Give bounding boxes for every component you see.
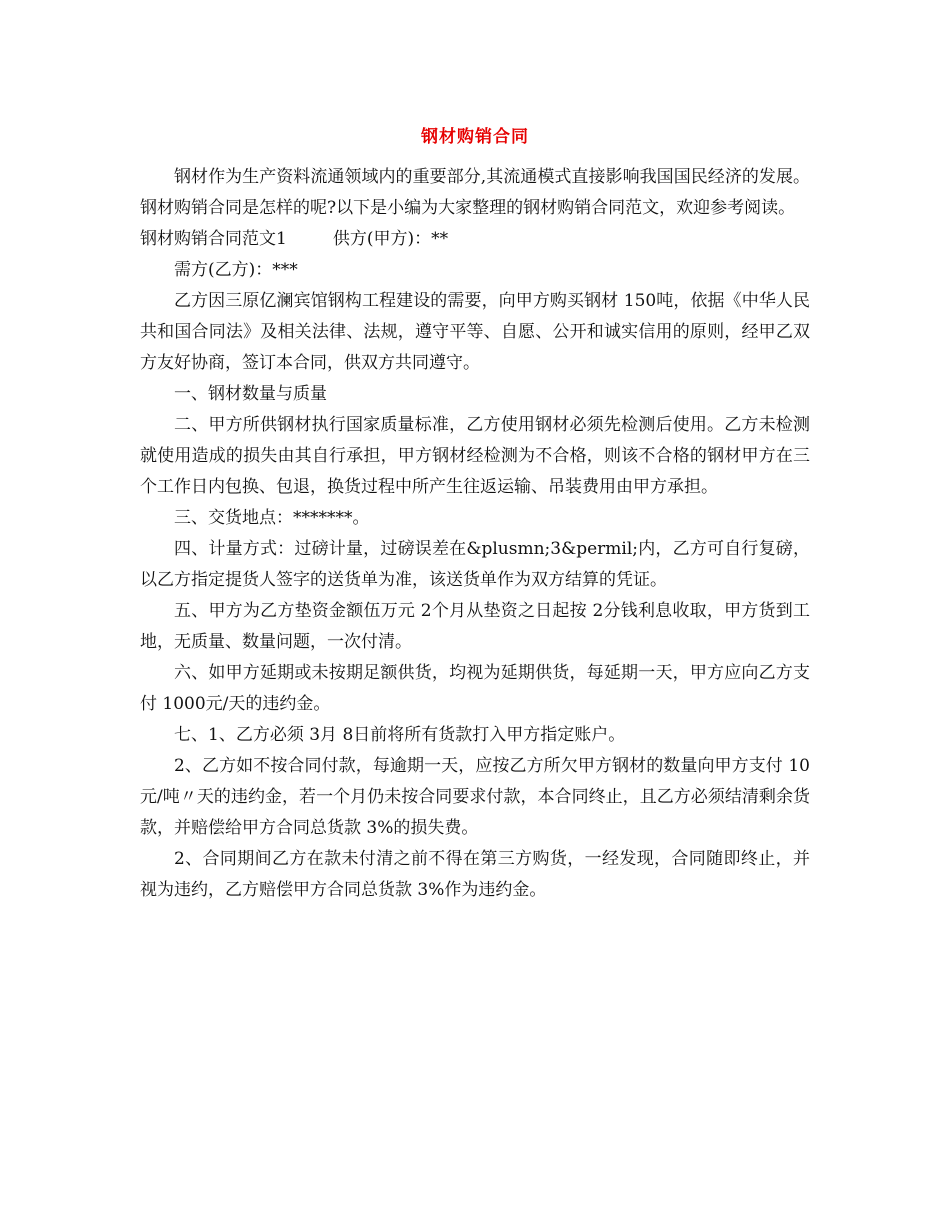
sample-heading: 钢材购销合同范文1 — [140, 229, 287, 249]
supplier-line: 供方(甲方)：** — [332, 229, 449, 249]
paragraph-third-party: 2、合同期间乙方在款未付清之前不得在第三方购货，一经发现，合同随即终止，并视为违约，乙方赔偿甲方合同总货款 3%作为违约金。 — [140, 849, 810, 900]
intro-paragraph: 钢材作为生产资料流通领域内的重要部分,其流通模式直接影响我国国民经济的发展。钢材购销合同是怎样的呢?以下是小编为大家整理的钢材购销合同范文，欢迎参考阅读。 — [140, 167, 810, 218]
paragraph-late-payment: 2、乙方如不按合同付款，每逾期一天，应按乙方所欠甲方钢材的数量向甲方支付 10元/吨〃天的违约金，若一个月仍未按合同要求付款，本合同终止，且乙方必须结清剩余货款，并赔偿给甲方合同总货款 3%的损失费。 — [140, 756, 810, 838]
document-body — [140, 162, 810, 906]
document-title: 钢材购销合同 — [421, 127, 529, 147]
paragraph-advance-payment: 五、甲方为乙方垫资金额伍万元 2个月从垫资之日起按 2分钱利息收取，甲方货到工地，无质量、数量问题，一次付清。 — [140, 601, 810, 652]
paragraph-payment-deadline: 七、1、乙方必须 3月 8日前将所有货款打入甲方指定账户。 — [174, 725, 626, 745]
section-1-heading: 一、钢材数量与质量 — [174, 384, 327, 404]
sample-heading-row — [140, 224, 810, 255]
paragraph-delay-penalty: 六、如甲方延期或未按期足额供货，均视为延期供货，每延期一天，甲方应向乙方支付 1000元/天的违约金。 — [140, 663, 810, 714]
paragraph-quality: 二、甲方所供钢材执行国家质量标准，乙方使用钢材必须先检测后使用。乙方未检测就使用造成的损失由其自行承担，甲方钢材经检测为不合格，则该不合格的钢材甲方在三个工作日内包换、包退，换货过程中所产生往返运输、吊装费用由甲方承担。 — [140, 415, 810, 497]
paragraph-delivery-location: 三、交货地点：*******。 — [174, 508, 370, 528]
buyer-line: 需方(乙方)：*** — [174, 260, 298, 280]
paragraph-measurement: 四、计量方式：过磅计量，过磅误差在&plusmn;3&permil;内，乙方可自行复磅，以乙方指定提货人签字的送货单为准，该送货单作为双方结算的凭证。 — [140, 539, 810, 590]
paragraph-purpose: 乙方因三原亿澜宾馆钢构工程建设的需要，向甲方购买钢材 150吨，依据《中华人民共和国合同法》及相关法律、法规，遵守平等、自愿、公开和诚实信用的原则，经甲乙双方友好协商，签订本合同，供双方共同遵守。 — [140, 291, 810, 373]
